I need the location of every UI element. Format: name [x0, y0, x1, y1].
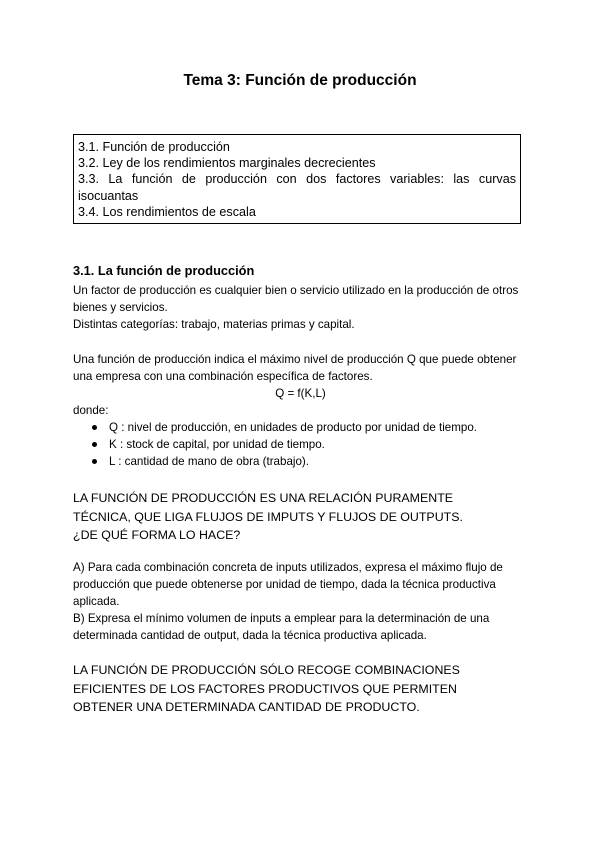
variable-list: [92, 419, 477, 471]
table-of-contents: [73, 134, 521, 224]
page-title: Tema 3: Función de producción: [183, 72, 417, 89]
answer-a: A) Para cada combinación concreta de inputs utilizados, expresa el máximo flujo de producción que puede obtenerse por unidad de tiempo, dada la técnica productiva aplicada.: [73, 561, 503, 608]
formula: Q = f(K,L): [275, 387, 326, 400]
list-item: K : stock de capital, por unidad de tiempo.: [92, 436, 477, 453]
caps-line: LA FUNCIÓN DE PRODUCCIÓN SÓLO RECOGE COMBINACIONES: [73, 663, 460, 677]
caps-line: TÉCNICA, QUE LIGA FLUJOS DE IMPUTS Y FLUJOS DE OUTPUTS.: [73, 509, 463, 524]
caps-line: LA FUNCIÓN DE PRODUCCIÓN ES UNA RELACIÓN PURAMENTE: [73, 491, 454, 505]
toc-item: 3.4. Los rendimientos de escala: [78, 204, 256, 219]
caps-statement-2: [73, 661, 533, 717]
toc-item: 3.3. La función de producción con dos factores variables: las curvas isocuantas: [78, 172, 516, 203]
production-function-paragraph: [73, 351, 528, 419]
paragraph-text: Distintas categorías: trabajo, materias primas y capital.: [73, 318, 355, 331]
answer-b: B) Expresa el mínimo volumen de inputs a emplear para la determinación de una determinada cantidad de output, dada la técnica productiva aplicada.: [73, 612, 490, 642]
paragraph-text: Una función de producción indica el máximo nivel de producción Q que puede obtener una empresa con una combinación específica de factores.: [73, 353, 517, 383]
caps-line: ¿DE QUÉ FORMA LO HACE?: [73, 528, 241, 542]
list-item: L : cantidad de mano de obra (trabajo).: [92, 453, 477, 470]
list-item: Q : nivel de producción, en unidades de producto por unidad de tiempo.: [92, 419, 477, 436]
section-title: 3.1. La función de producción: [73, 263, 255, 278]
answers-paragraph: [73, 559, 528, 644]
toc-item: 3.1. Función de producción: [78, 140, 230, 154]
toc-item: 3.2. Ley de los rendimientos marginales decrecientes: [78, 156, 376, 171]
definition-paragraph: [73, 282, 528, 333]
caps-statement-1: [73, 489, 533, 545]
caps-line: OBTENER UNA DETERMINADA CANTIDAD DE PRODUCTO.: [73, 700, 420, 714]
caps-line: EFICIENTES DE LOS FACTORES PRODUCTIVOS QUE PERMITEN: [73, 681, 457, 696]
donde-label: donde:: [73, 404, 109, 417]
paragraph-text: Un factor de producción es cualquier bien o servicio utilizado en la producción de otros bienes y servicios.: [73, 284, 519, 314]
